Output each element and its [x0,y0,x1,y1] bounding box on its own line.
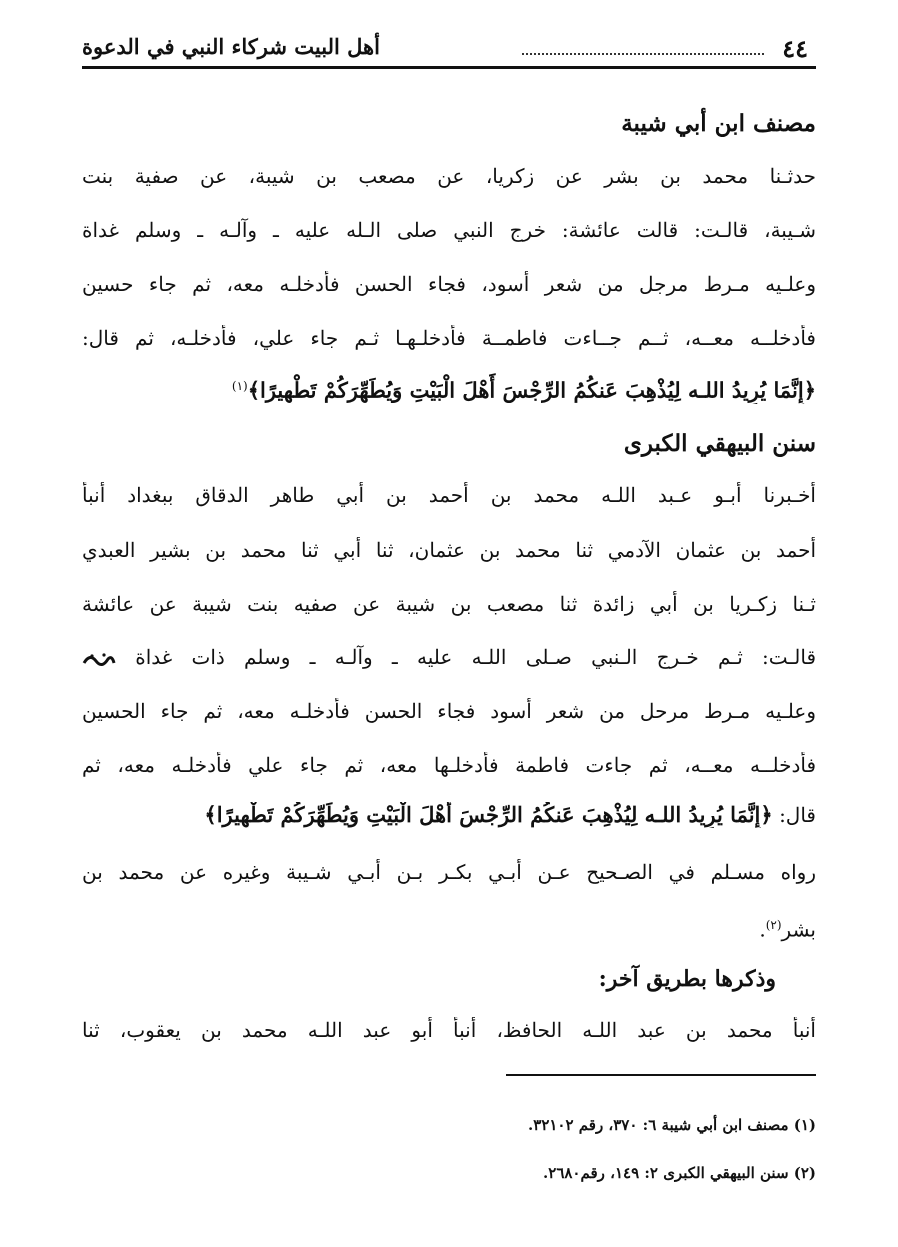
quran-verse-line [82,373,816,404]
quran-verse: ﴿إِنَّمَا يُرِيدُ اللـه لِيُذْهِبَ عَنكُمُ الرِّجْسَ أَهْلَ الْبَيْتِ وَيُطَهِّرَكُمْ تَطْهِيرًا﴾ [204,802,773,827]
body-line: فأدخلــه معــه، ثــم جــاءت فاطمــة فأدخلـهـا ثـم جاء علي، فأدخلـه، ثم قال: [82,326,816,350]
page-number: ٤٤ [782,34,808,63]
book-page [82,30,816,1220]
body-line-text: بشر [781,917,816,942]
body-line: أنبأ محمد بن عبد اللـه الحافظ، أنبأ أبو عبد اللـه محمد بن يعقوب، ثنا [82,1018,816,1042]
body-line: وعلـيه مـرط مرحل من شعر أسود فجاء الحسن فأدخلـه معه، ثم جاء الحسين [82,699,816,723]
body-line: رواه مسـلم في الصـحيح عـن أبـي بكـر بـن أبـي شـيبة وغيره عن محمد بن [82,860,816,884]
footnote-2: (٢) سنن البيهقي الكبرى ٢: ١٤٩، رقم٢٦٨٠. [543,1164,816,1182]
body-line: حدثـنا محمد بن بشر عن زكريا، عن مصعب بن شيبة، عن صفية بنت [82,164,816,188]
quran-verse: ﴿إِنَّمَا يُرِيدُ اللـه لِيُذْهِبَ عَنكُمُ الرِّجْسَ أَهْلَ الْبَيْتِ وَيُطَهِّرَكُمْ تَطْهِيرًا﴾ [247,377,816,403]
radiallahu-anha-seal-icon [82,649,116,669]
running-title: أهل البيت شركاء النبي في الدعوة [82,34,380,59]
body-line: فأدخلــه معــه، ثم جاءت فاطمة فأدخلـها معه، ثم جاء علي فأدخلـه معه، ثم [82,753,816,777]
section-heading-bayhaqi: سنن البيهقي الكبرى [623,430,816,457]
body-line: أخـبرنا أبـو عـبد اللـه محمد بن أحمد بن أبي طاهر الدقاق ببغداد أنبأ [82,483,816,507]
body-line: أحمد بن عثمان الآدمي ثنا محمد بن عثمان، ثنا أبي ثنا محمد بن بشير العبدي [82,538,816,562]
subheading-another-route: وذكرها بطريق آخر: [598,966,776,992]
body-line-with-seal [82,644,816,670]
footnote-1: (١) مصنف ابن أبي شيبة ٦: ٣٧٠، رقم ٣٢١٠٢. [528,1116,816,1134]
header-dotted-leader [522,53,764,55]
verse-prefix: قال: [779,803,816,827]
page-header [82,30,816,69]
body-line-end: بشر$^{(٢)}$. [759,917,816,942]
footnote-marker: (١) [231,379,248,393]
quran-verse-line [82,802,816,828]
body-line: وعلـيه مـرط مرجل من شعر أسود، فجاء الحسن فأدخلـه معه، ثم جاء حسين [82,272,816,296]
body-line-text: قالـت: ثـم خـرج الـنبي صـلى اللـه عليه ـ وآلـه ـ وسلم ذات غداة [135,645,816,669]
section-heading-musannaf: مصنف ابن أبي شيبة [621,110,816,137]
body-line: شـيبة، قالـت: قالت عائشة: خرج النبي صلى الـله عليه ـ وآلـه ـ وسلم غداة [82,218,816,242]
footnote-marker: (٢) [765,918,782,932]
footnote-separator [506,1074,816,1076]
body-line: ثـنا زكـريا بن أبي زائدة ثنا مصعب بن شيبة عن صفيه بنت شيبة عن عائشة [82,592,816,616]
